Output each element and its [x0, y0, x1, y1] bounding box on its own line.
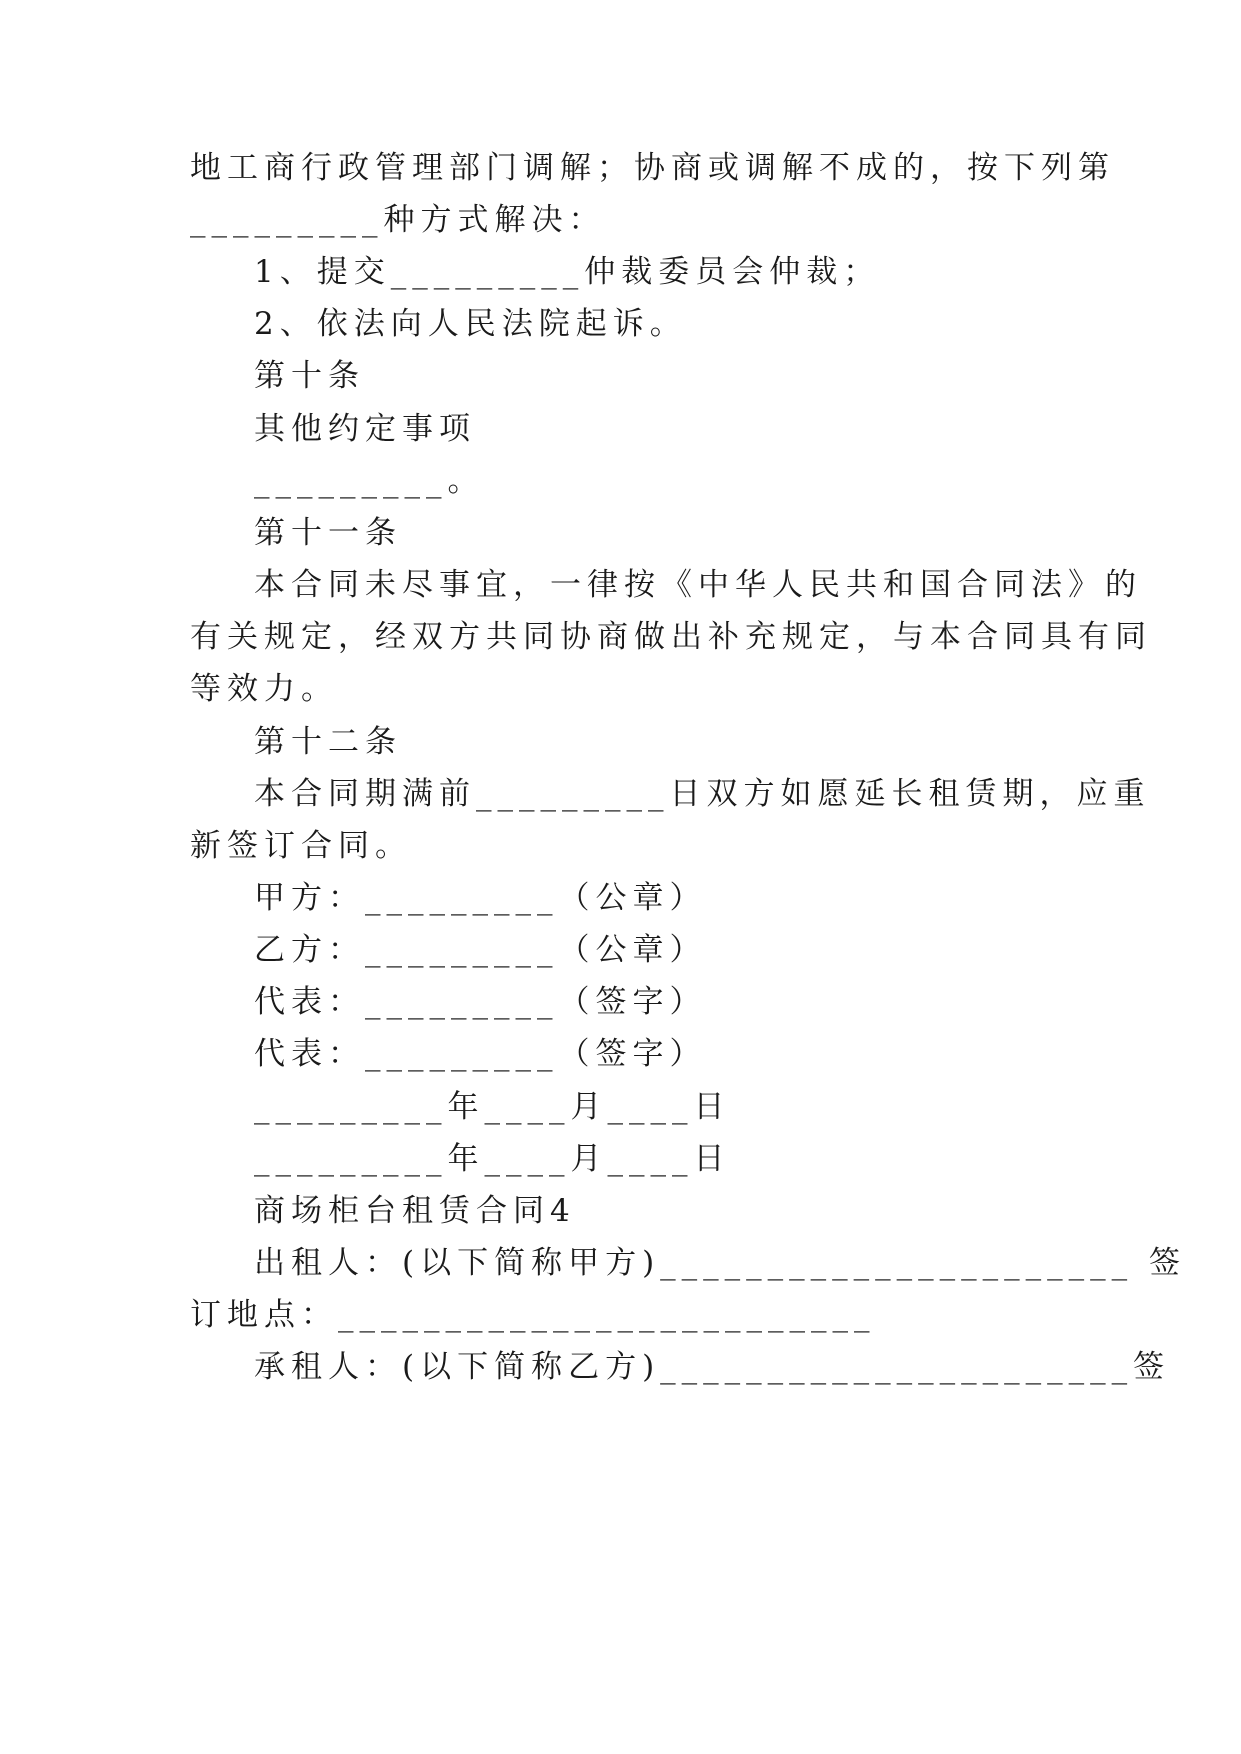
- text-line: 地工商行政管理部门调解；协商或调解不成的，按下列第: [190, 150, 1115, 186]
- signature-line-representative: 代表：_________（签字）: [254, 984, 707, 1020]
- document-title: 商场柜台租赁合同4: [254, 1193, 576, 1229]
- text-line: 有关规定，经双方共同协商做出补充规定，与本合同具有同: [190, 619, 1152, 655]
- text-line: _________。: [254, 463, 485, 499]
- date-line: _________年____月____日: [254, 1089, 731, 1125]
- text-line: 本合同期满前_________日双方如愿延长租赁期，应重: [254, 776, 1151, 812]
- text-line: _________种方式解决：: [190, 202, 606, 238]
- section-heading: 第十条: [254, 358, 365, 394]
- text-line: 出租人：(以下简称甲方)______________________ 签: [254, 1245, 1187, 1281]
- text-line: 等效力。: [190, 671, 338, 707]
- section-heading: 第十一条: [254, 515, 402, 551]
- section-heading: 第十二条: [254, 724, 402, 760]
- signature-line-representative: 代表：_________（签字）: [254, 1036, 707, 1072]
- text-line: 本合同未尽事宜，一律按《中华人民共和国合同法》的: [254, 567, 1142, 603]
- signature-line-party-a: 甲方：_________（公章）: [254, 880, 707, 916]
- text-line: 承租人：(以下简称乙方)______________________签: [254, 1349, 1171, 1385]
- text-line: 订地点：_________________________: [190, 1297, 876, 1333]
- text-line: 2、依法向人民法院起诉。: [254, 306, 687, 342]
- text-line: 新签订合同。: [190, 828, 412, 864]
- signature-line-party-b: 乙方：_________（公章）: [254, 932, 707, 968]
- text-line: 其他约定事项: [254, 411, 476, 447]
- date-line: _________年____月____日: [254, 1141, 731, 1177]
- text-line: 1、提交_________仲裁委员会仲裁；: [254, 254, 881, 290]
